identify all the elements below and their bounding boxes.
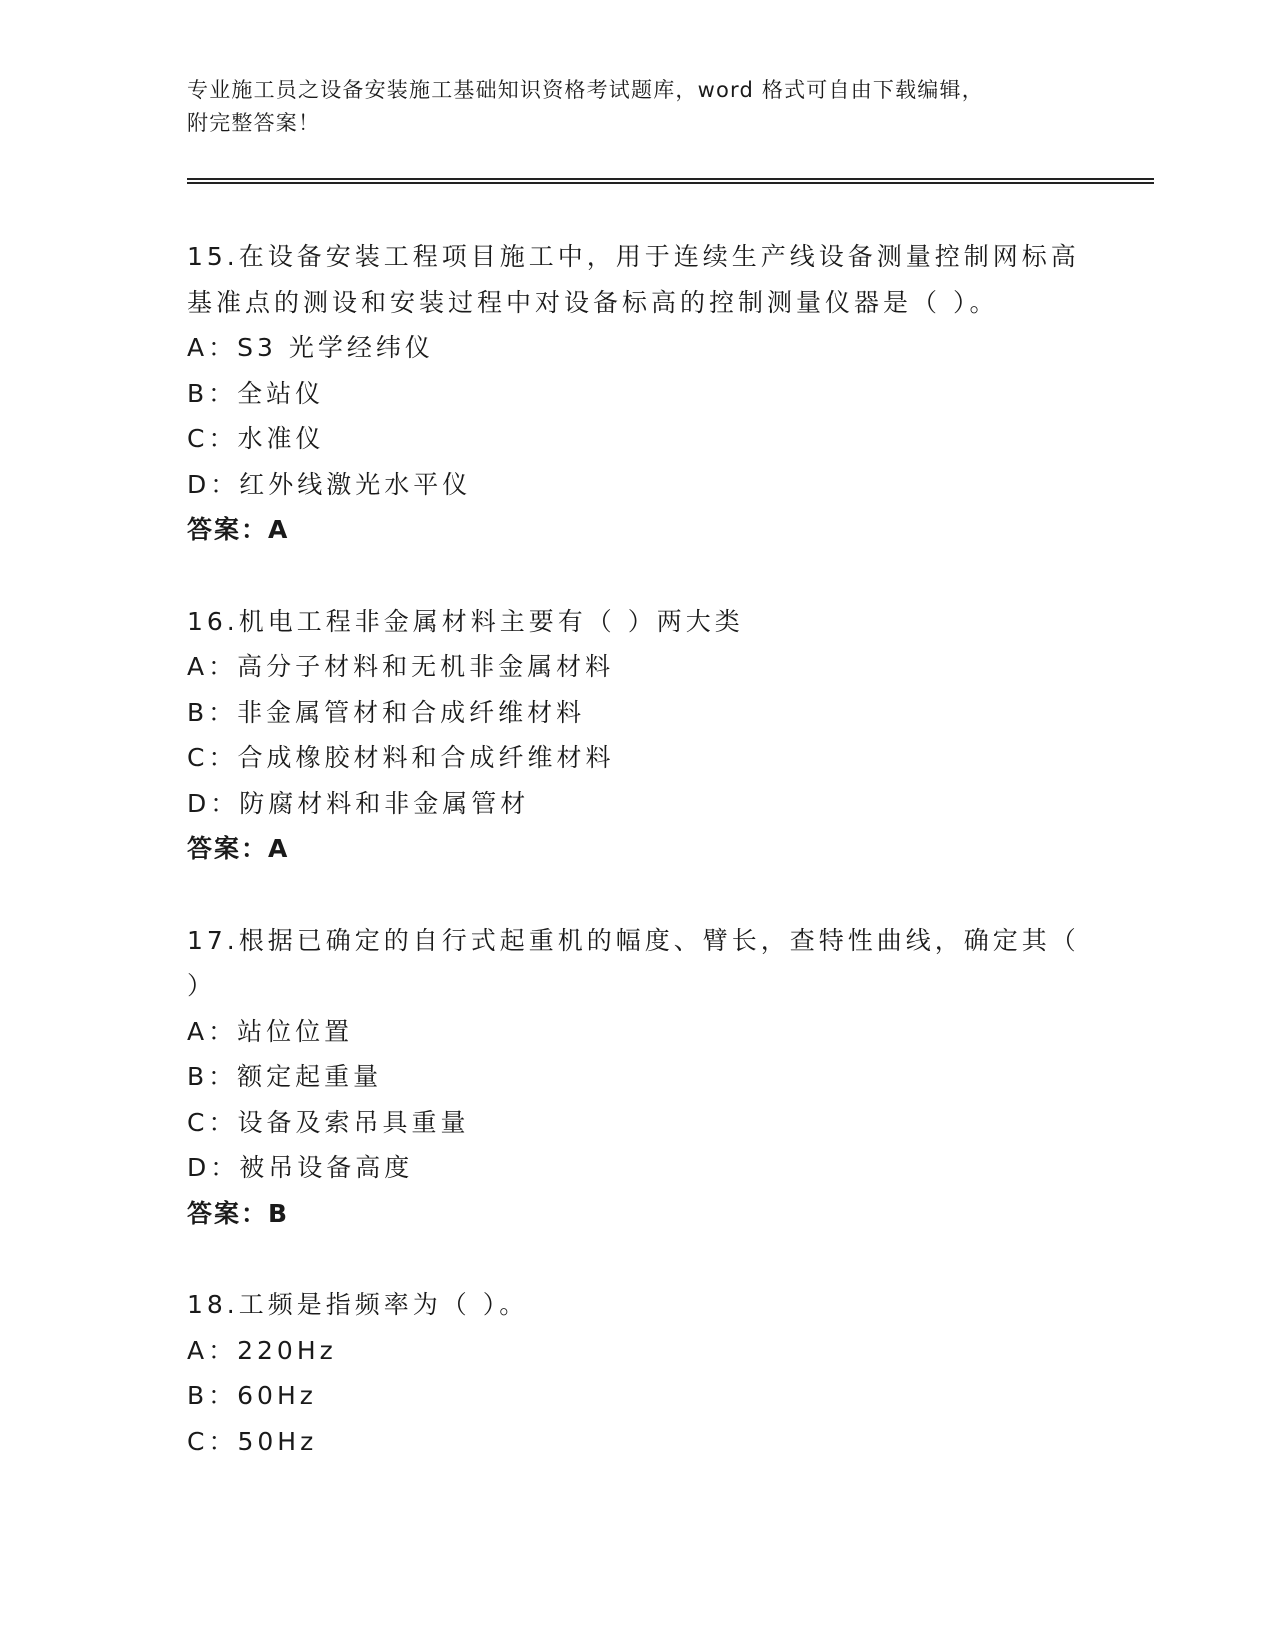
header-divider [187,178,1154,184]
question-text: 15.在设备安装工程项目施工中，用于连续生产线设备测量控制网标高 [187,242,1080,271]
option-d: D：防腐材料和非金属管材 [187,788,530,818]
option-a: A：220Hz [187,1335,337,1365]
option-c: C：设备及索吊具重量 [187,1107,470,1137]
question-17 [187,918,1087,1237]
option-a: A：站位位置 [187,1016,354,1046]
option-b: B：全站仪 [187,378,325,408]
answer: 答案：A [187,515,290,544]
option-a: A：高分子材料和无机非金属材料 [187,652,615,681]
header-line-1: 专业施工员之设备安装施工基础知识资格考试题库，word 格式可自由下载编辑， [187,78,984,102]
option-c: C：50Hz [187,1426,318,1456]
answer: 答案：A [187,834,290,863]
option-d: D：红外线激光水平仪 [187,469,472,499]
question-16 [187,599,1087,872]
question-15 [187,234,1087,553]
option-b: B：额定起重量 [187,1062,383,1091]
question-list [187,234,1087,1510]
document-header [187,74,1087,140]
option-a: A：S3 光学经纬仪 [187,333,434,362]
question-text: 18.工频是指频率为（ ）。 [187,1290,529,1319]
option-c: C：合成橡胶材料和合成纤维材料 [187,743,615,772]
question-text-continued: ） [187,971,217,1000]
question-text-continued: 基准点的测设和安装过程中对设备标高的控制测量仪器是（ ）。 [187,287,999,317]
question-text: 17.根据已确定的自行式起重机的幅度、臂长，查特性曲线，确定其（ [187,925,1080,955]
option-c: C：水准仪 [187,424,325,453]
option-d: D：被吊设备高度 [187,1153,414,1182]
answer: 答案：B [187,1198,290,1228]
option-b: B：60Hz [187,1381,317,1410]
option-b: B：非金属管材和合成纤维材料 [187,697,586,727]
header-line-2: 附完整答案！ [187,111,321,135]
question-text: 16.机电工程非金属材料主要有（ ）两大类 [187,606,744,636]
question-18 [187,1282,1087,1464]
